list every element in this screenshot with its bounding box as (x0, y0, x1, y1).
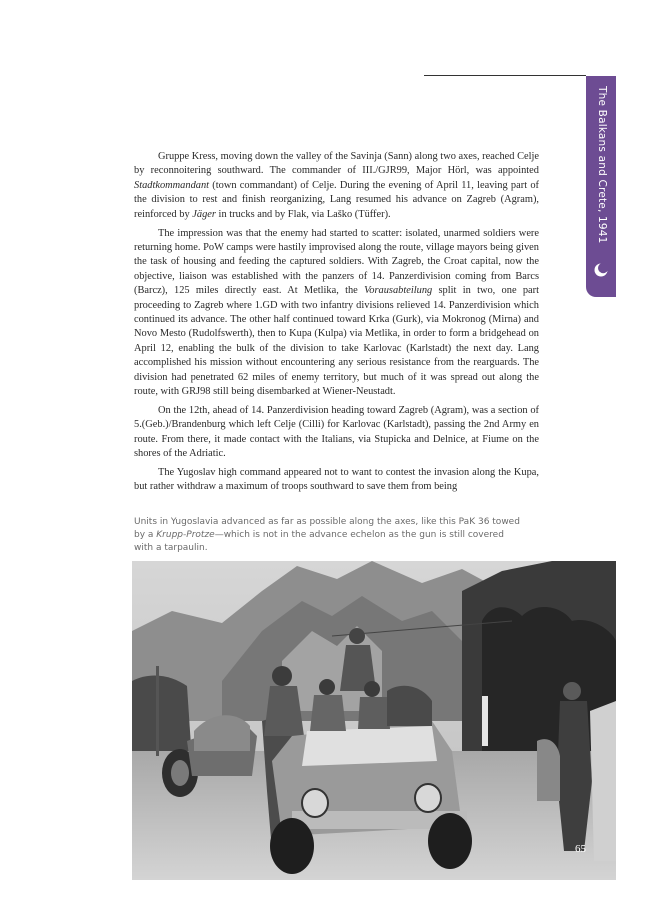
text-run: On the 12th, ahead of 14. Panzerdivision heading toward Zagreb (Agram), was a section of 5.(Geb.)/Brandenburg which left Celje (Cilli) for Karlovac (Karlstadt), passing the 2nd Army en route. From there, it made contact with the Italians, via Stupicka and Delnice, at Fiume on the shores of the Adriatic. (134, 404, 539, 460)
caption-italic: Krupp-Protze (156, 530, 215, 540)
page-number: 65 (575, 843, 586, 855)
photo-caption (134, 516, 524, 555)
text-run: Gruppe Kress, moving down the valley of the Savinja (Sann) along two axes, reached Celje by reconnoitering southward. The commander of III./GJR99, Major Hörl, was appointed (134, 151, 539, 177)
header-rule (424, 75, 586, 76)
caption-text: Units in Yugoslavia advanced as far as possible along the axes, like this PaK 36 towed by a (134, 517, 520, 540)
chapter-title: The Balkans and Crete, 1941 (596, 86, 608, 244)
paragraph (134, 466, 539, 495)
text-run: The impression was that the enemy had started to scatter: isolated, unarmed soldiers were returning home. PoW camps were hastily improvised along the route, village mayors being given the task of housing and feeding the captured soldiers. With Zagreb, the Croat capital, now the objective, liaison was established with the panzers of 14. Panzerdivision coming from Barcs (Barcz), 125 miles directly east. At Metlika, the (134, 227, 539, 297)
chapter-side-tab (586, 76, 616, 297)
photo-illustration (132, 561, 616, 880)
paragraph (134, 227, 539, 400)
paragraph (134, 404, 539, 462)
paragraph (134, 150, 539, 222)
historical-photo (132, 561, 616, 880)
body-text (134, 150, 539, 499)
caption-text-end: —which is not in the advance echelon as the gun is still covered with a tarpaulin. (134, 530, 504, 553)
crescent-moon-icon (593, 262, 609, 278)
text-run: in trucks and by Flak, via Laško (Tüffer). (215, 208, 391, 220)
italic-term: Stadtkommandant (134, 179, 210, 191)
italic-term: Vorausabteilung (364, 285, 433, 297)
text-run: (town commandant) of Celje. During the evening of April 11, leaving part of the division to rest and finish reorganizing, Lang resumed his advance on Zagreb (Agram), reinforced by (134, 179, 539, 220)
text-run: split in two, one part proceeding to Zagreb where 1.GD with two infantry divisions relieved 14. Panzerdivision which continued its advance. The other half continued toward Krka (Gurk), via Mokronog (Mirna) and Novo Mesto (Rudolfswerth), then to Kupa (Kulpa) via Metlika, in order to form a bridgehead on April 12, enabling the bulk of the division to take Karlovac (Karlstadt) the next day. Lang accomplished his mission without encountering any serious resistance from the rearguards. The division had penetrated 62 miles of enemy territory, but much of it was spread out along the route, with GRJ98 still being disembarked at Wiener-Neustadt. (134, 285, 539, 397)
italic-term: Jäger (192, 208, 216, 220)
text-run: The Yugoslav high command appeared not to want to contest the invasion along the Kupa, but rather withdraw a maximum of troops southward to save them from being (134, 467, 539, 493)
